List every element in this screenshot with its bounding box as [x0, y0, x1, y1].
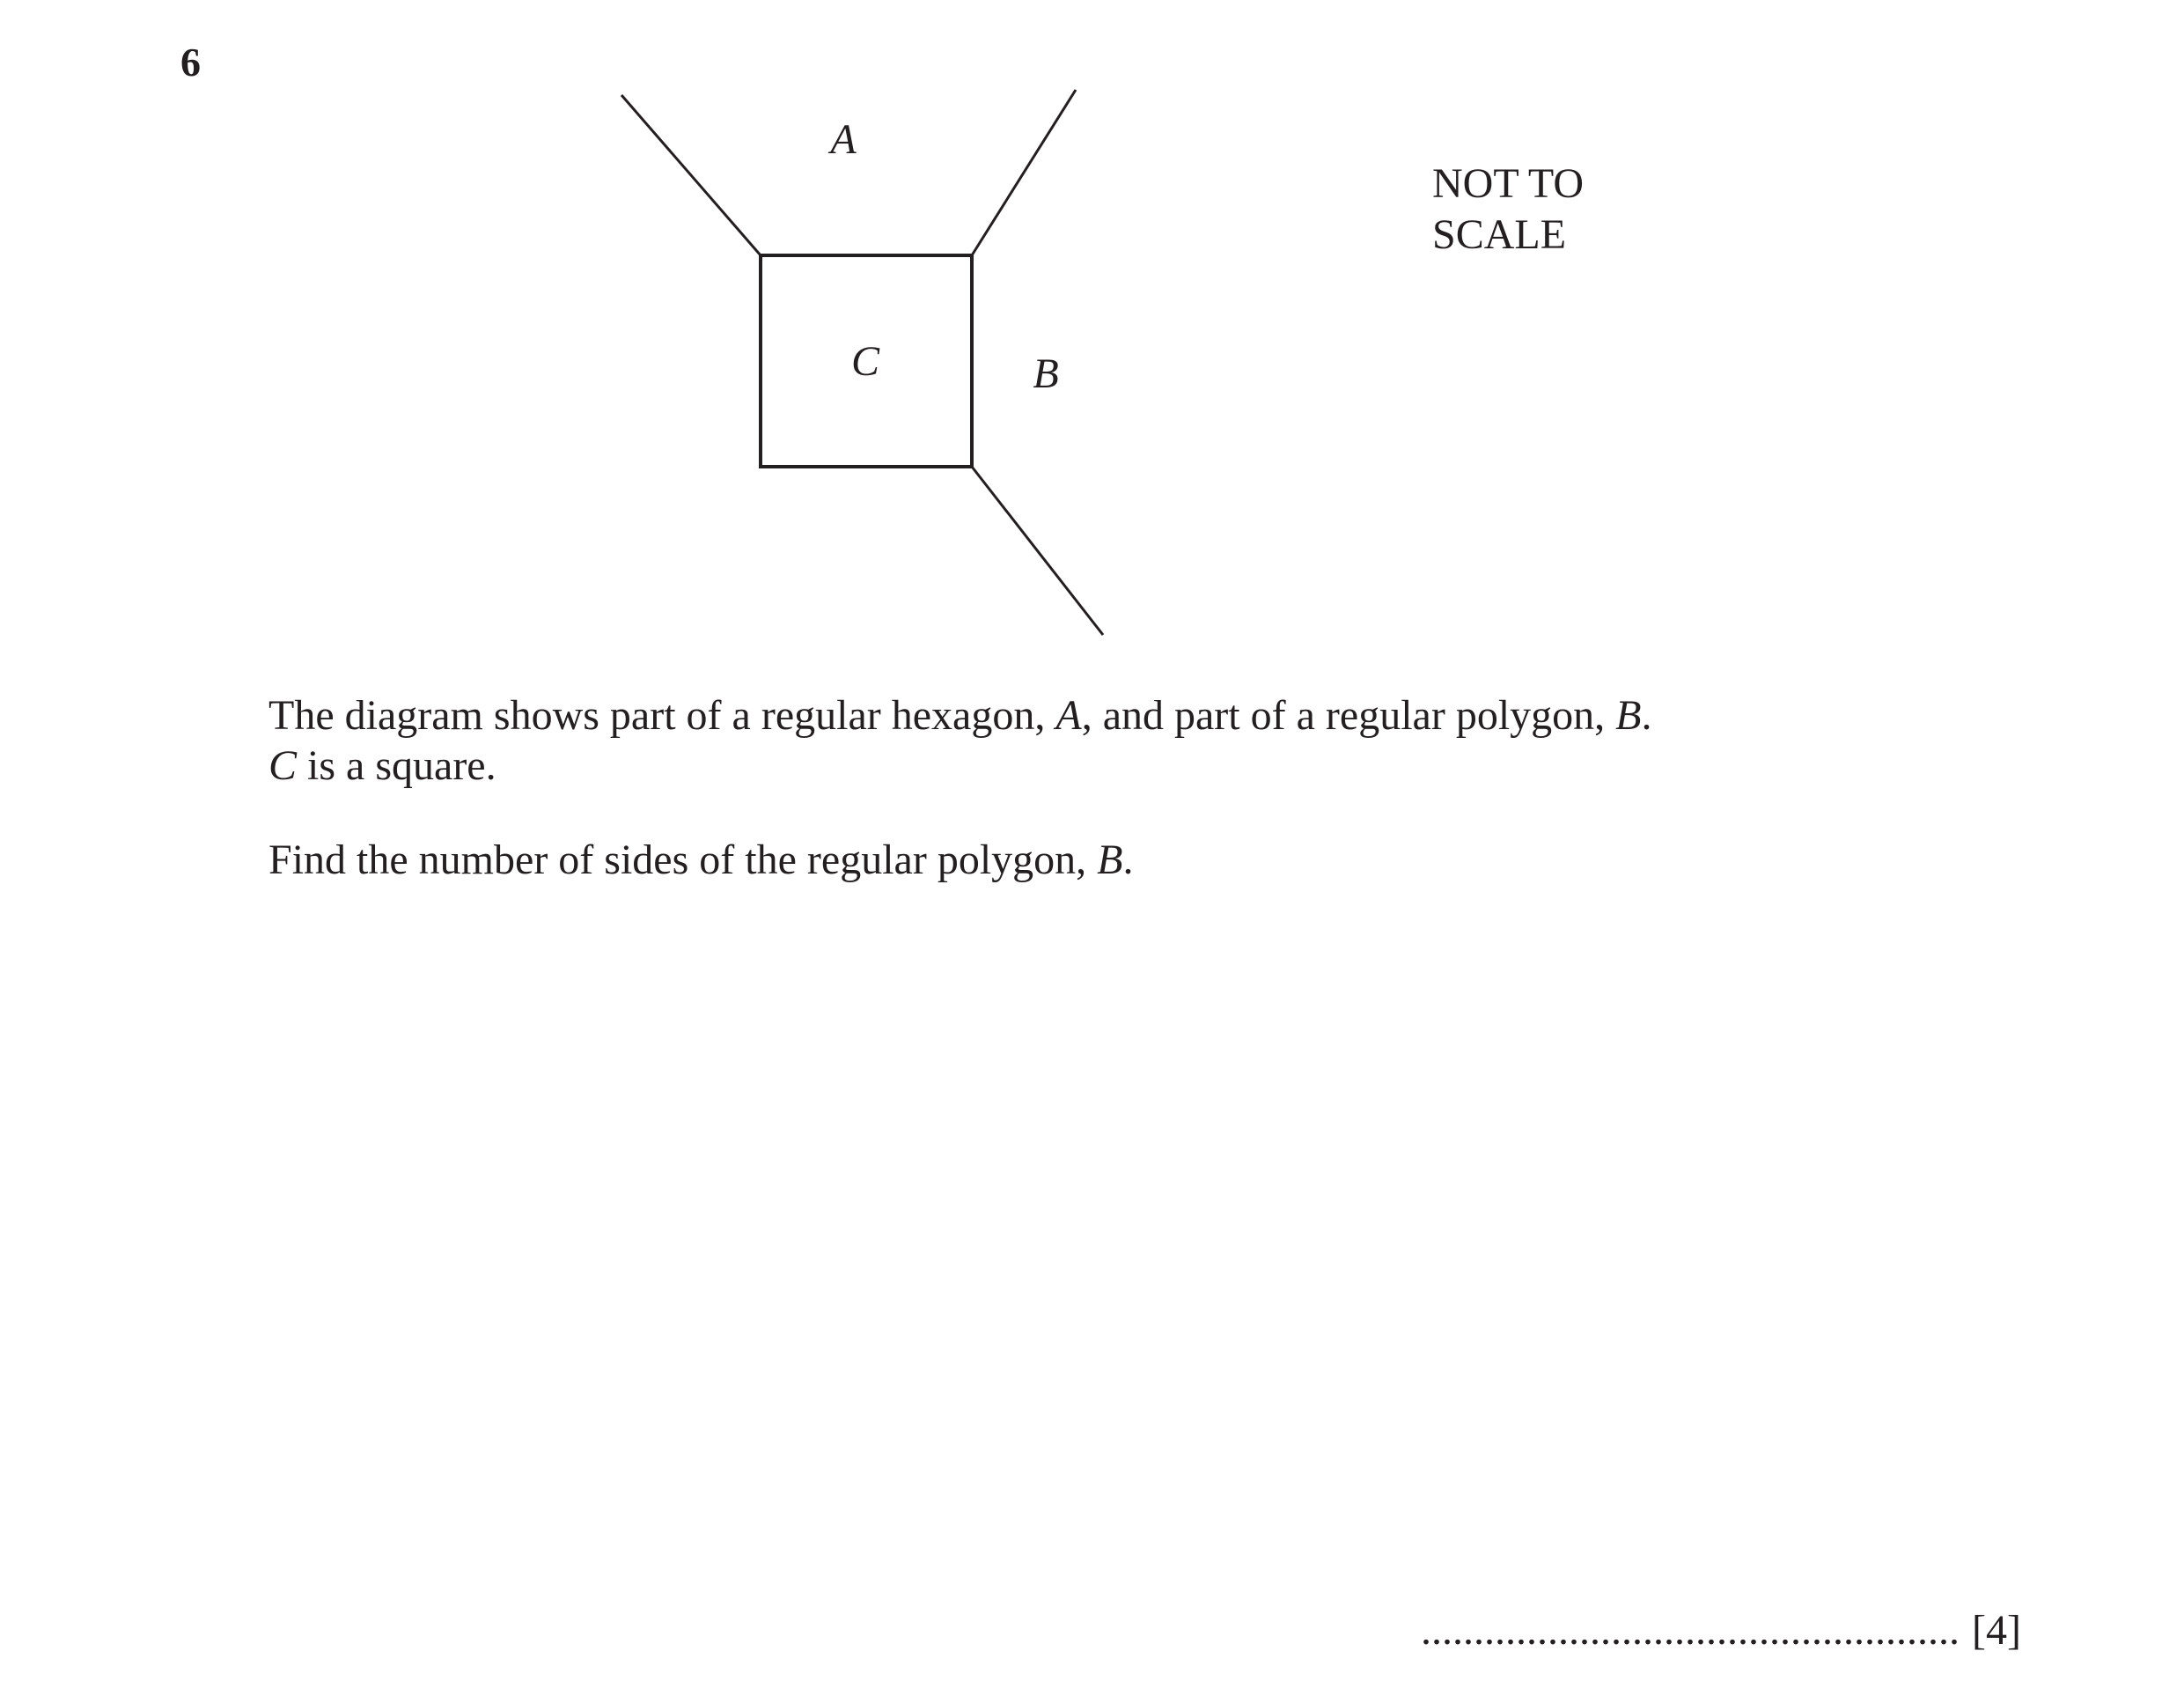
polygon-b-edge: [972, 467, 1103, 635]
question-line-1: The diagram shows part of a regular hexagon, A, and part of a regular polygon, B.: [268, 692, 1652, 739]
italic-b-2: B: [1097, 837, 1123, 883]
hexagon-edge-left: [621, 95, 761, 255]
answer-line[interactable]: ...................................................: [1421, 1607, 1960, 1654]
italic-b: B: [1615, 692, 1642, 739]
question-instruction: Find the number of sides of the regular polygon, B.: [268, 837, 1134, 883]
italic-c: C: [268, 742, 298, 789]
question-number: 6: [180, 40, 201, 85]
marks-label: [4]: [1972, 1607, 2021, 1654]
polygon-diagram: [0, 0, 2184, 704]
question-line-2: C is a square.: [268, 742, 496, 789]
hexagon-edge-right: [972, 90, 1076, 255]
not-to-scale-line-1: NOT TO: [1432, 160, 1585, 207]
label-b: B: [1033, 350, 1059, 397]
not-to-scale-note: [1432, 158, 1584, 261]
label-a: A: [830, 116, 857, 163]
not-to-scale-line-2: SCALE: [1432, 211, 1567, 258]
question-text: [268, 690, 1651, 885]
label-c: C: [850, 338, 880, 385]
italic-a: A: [1055, 692, 1082, 739]
